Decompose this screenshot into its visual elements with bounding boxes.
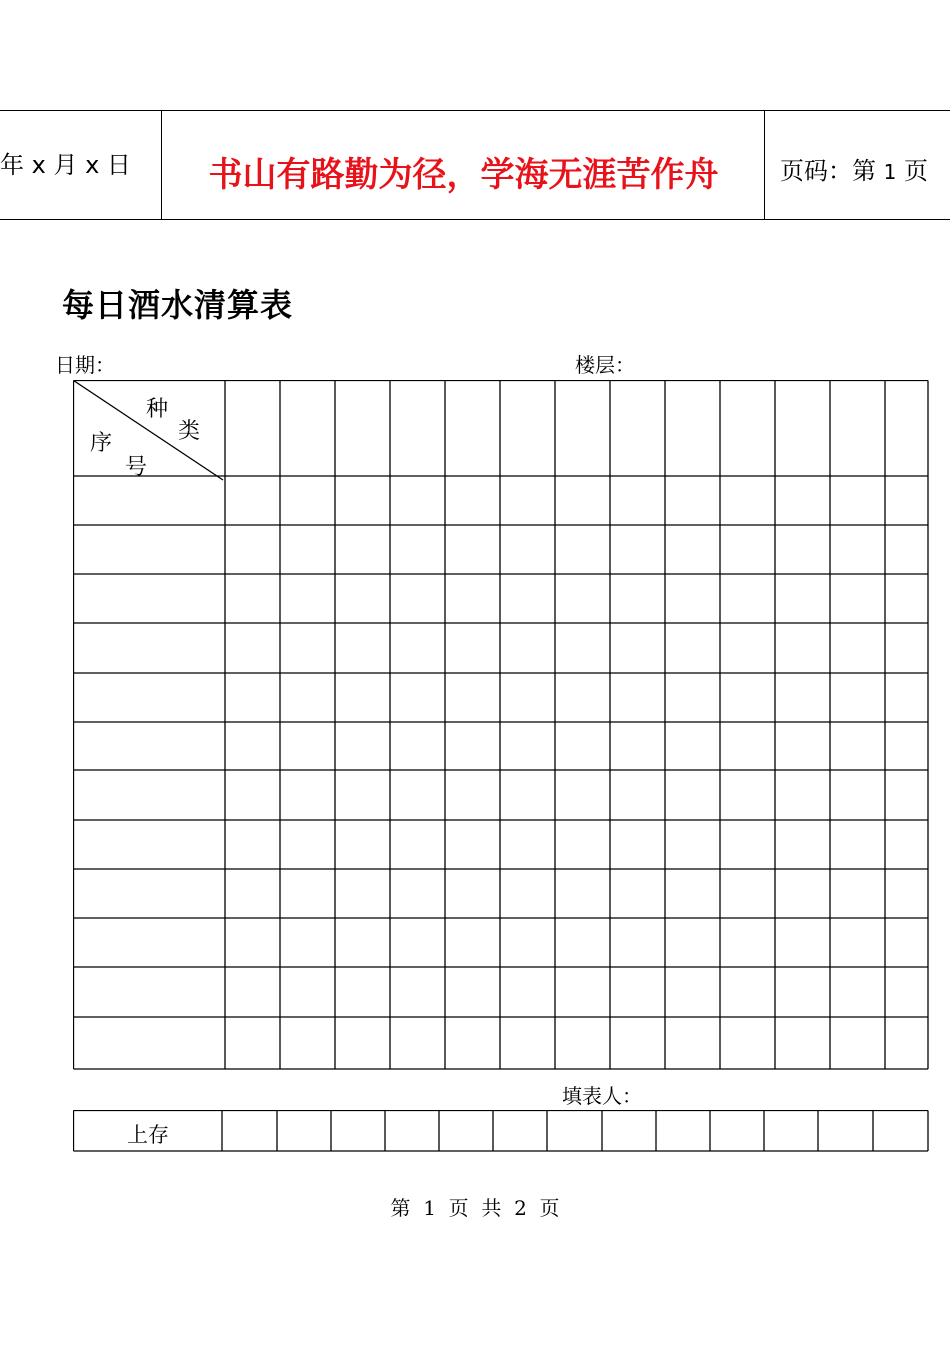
date-label: 日期： xyxy=(55,353,115,377)
settlement-grid xyxy=(73,380,929,1070)
page-label: 页码：第 xyxy=(780,157,876,185)
page-suffix: 页 xyxy=(904,157,929,185)
footer-current: 1 xyxy=(423,1196,436,1220)
corner-label-serial-2: 号 xyxy=(125,455,148,480)
header-page-number xyxy=(780,151,928,186)
footer-prefix: 第 xyxy=(390,1196,411,1220)
header-date: 年 x 月 x 日 xyxy=(0,151,131,179)
header-motto: 书山有路勤为径，学海无涯苦作舟 xyxy=(208,155,719,195)
footer-suffix: 页 xyxy=(539,1196,560,1220)
stock-row xyxy=(73,1110,929,1152)
corner-label-category-2: 类 xyxy=(178,419,201,444)
filler-label: 填表人： xyxy=(562,1084,642,1108)
page-num: 1 xyxy=(883,160,897,184)
header-band xyxy=(0,110,950,220)
stock-label: 上存 xyxy=(127,1123,169,1147)
floor-label: 楼层： xyxy=(575,353,635,377)
footer-page-counter xyxy=(0,1192,950,1221)
footer-middle: 页 共 xyxy=(448,1196,502,1220)
corner-label-serial-1: 序 xyxy=(90,431,113,456)
footer-total: 2 xyxy=(514,1196,527,1220)
form-title: 每日酒水清算表 xyxy=(62,286,294,324)
grid-lines xyxy=(73,380,929,1070)
corner-label-category-1: 种 xyxy=(146,397,169,422)
